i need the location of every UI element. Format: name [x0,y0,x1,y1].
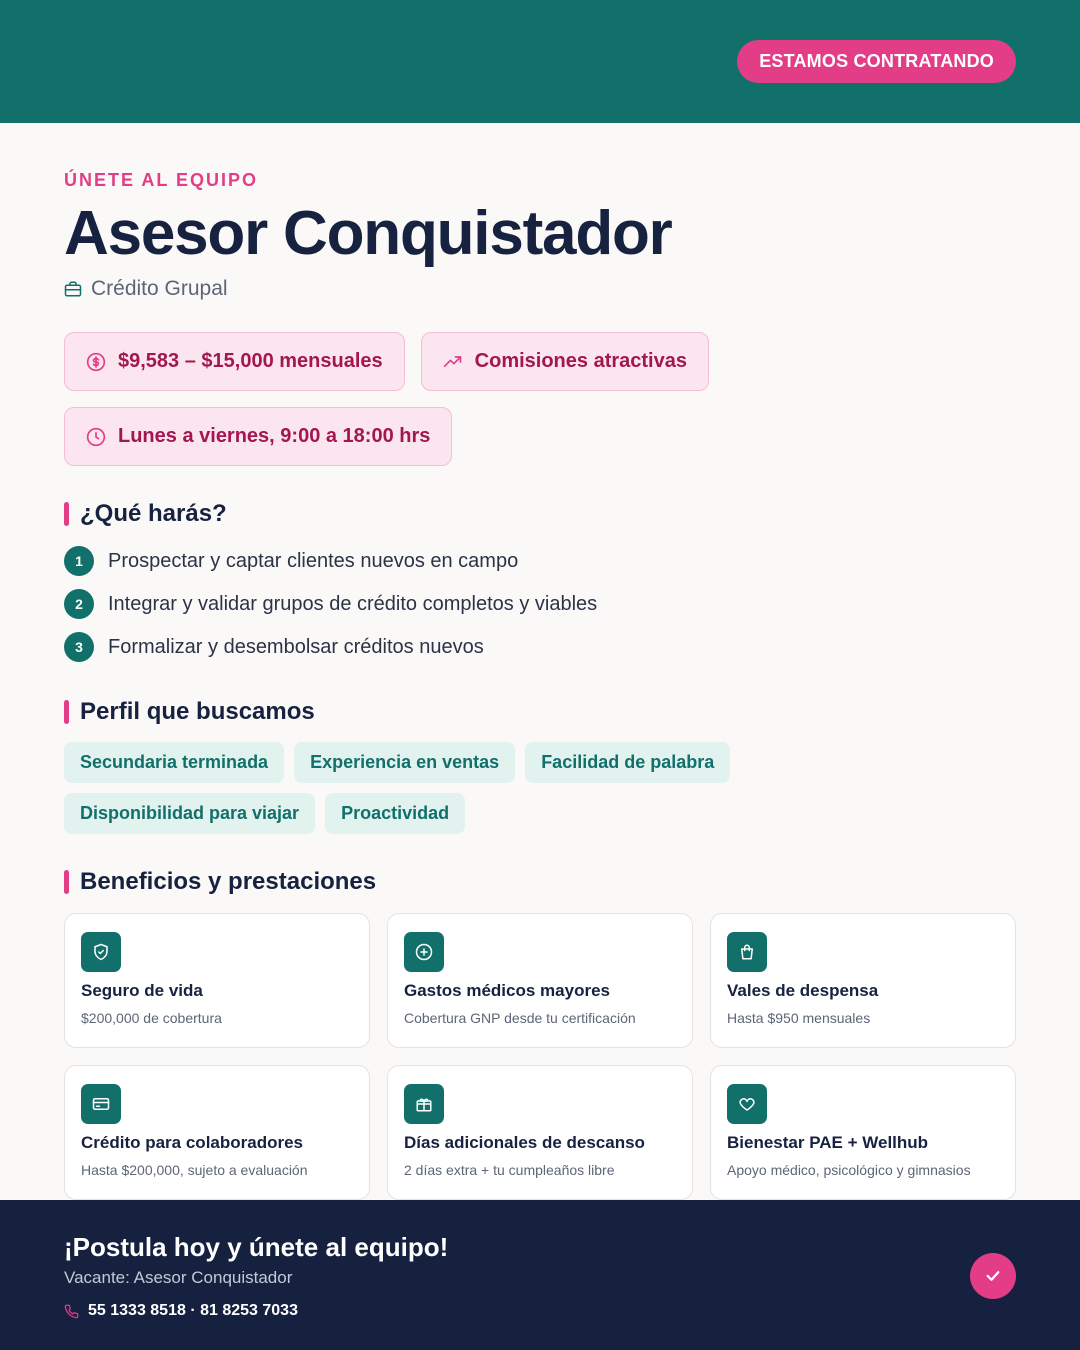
schedule-chip [64,407,452,466]
benefits-heading-label: Beneficios y prestaciones [80,868,377,895]
gift-icon [404,1084,444,1124]
phone-line[interactable] [64,1302,298,1320]
profile-tag: Facilidad de palabra [525,742,730,783]
commissions-chip [421,332,709,391]
job-area-label: Crédito Grupal [91,277,228,300]
dollar-circle-icon [86,352,106,372]
task-text: Integrar y validar grupos de crédito completos y viables [108,592,598,615]
list-item [64,589,1016,619]
step-number: 3 [64,632,94,662]
plus-circle-icon [404,932,444,972]
task-text: Prospectar y captar clientes nuevos en campo [108,549,519,572]
benefit-desc: Cobertura GNP desde tu certificación [404,1010,636,1026]
profile-tag: Proactividad [325,793,465,834]
profile-tag: Disponibilidad para viajar [64,793,315,834]
benefit-card [710,1065,1016,1200]
benefit-desc: 2 días extra + tu cumpleaños libre [404,1162,615,1178]
benefits-heading [64,868,1016,896]
tasks-list [64,546,1016,662]
profile-tag: Experiencia en ventas [294,742,515,783]
heart-icon [727,1084,767,1124]
job-area [64,277,1016,301]
benefit-title: Bienestar PAE + Wellhub [727,1133,929,1152]
benefit-card [387,913,693,1048]
benefit-title: Gastos médicos mayores [404,981,610,1000]
shield-check-icon [81,932,121,972]
credit-card-icon [81,1084,121,1124]
benefit-title: Seguro de vida [81,981,203,1000]
benefit-card [387,1065,693,1200]
main-content [64,123,1016,1200]
commissions-label: Comisiones atractivas [474,350,687,372]
tasks-heading [64,500,1016,528]
phone-icon [64,1304,79,1319]
benefit-title: Vales de despensa [727,981,879,1000]
footer [0,1200,1080,1350]
heading-accent-bar [64,700,69,724]
trending-up-icon [443,352,463,372]
benefit-desc: $200,000 de cobertura [81,1010,222,1026]
benefit-desc: Apoyo médico, psicológico y gimnasios [727,1162,971,1178]
profile-heading-label: Perfil que buscamos [80,698,315,725]
benefit-desc: Hasta $950 mensuales [727,1010,871,1026]
step-number: 1 [64,546,94,576]
check-icon [984,1267,1002,1285]
highlights [64,332,784,466]
briefcase-icon [64,280,82,298]
profile-heading [64,698,1016,726]
benefit-card [710,913,1016,1048]
top-banner [0,0,1080,123]
list-item [64,632,1016,662]
kicker-text: ÚNETE AL EQUIPO [64,170,259,190]
job-title: Asesor Conquistador [64,199,672,268]
tasks-heading-label: ¿Qué harás? [80,500,227,527]
benefits-grid [64,913,1016,1200]
hiring-badge: ESTAMOS CONTRATANDO [737,40,1016,83]
list-item [64,546,1016,576]
profile-tag: Secundaria terminada [64,742,284,783]
salary-chip [64,332,405,391]
heading-accent-bar [64,870,69,894]
schedule-label: Lunes a viernes, 9:00 a 18:00 hrs [118,425,431,447]
salary-label: $9,583 – $15,000 mensuales [118,350,383,372]
apply-button[interactable] [970,1253,1016,1299]
shopping-bag-icon [727,932,767,972]
step-number: 2 [64,589,94,619]
phone-numbers: 55 1333 8518 · 81 8253 7033 [88,1302,298,1319]
profile-tags [64,742,964,834]
benefit-card [64,1065,370,1200]
apply-cta: ¡Postula hoy y únete al equipo! [64,1232,449,1262]
task-text: Formalizar y desembolsar créditos nuevos [108,635,484,658]
benefit-title: Días adicionales de descanso [404,1133,645,1152]
clock-icon [86,427,106,447]
heading-accent-bar [64,502,69,526]
benefit-card [64,913,370,1048]
vacancy-label: Vacante: Asesor Conquistador [64,1268,293,1287]
benefit-desc: Hasta $200,000, sujeto a evaluación [81,1162,308,1178]
benefit-title: Crédito para colaboradores [81,1133,304,1152]
